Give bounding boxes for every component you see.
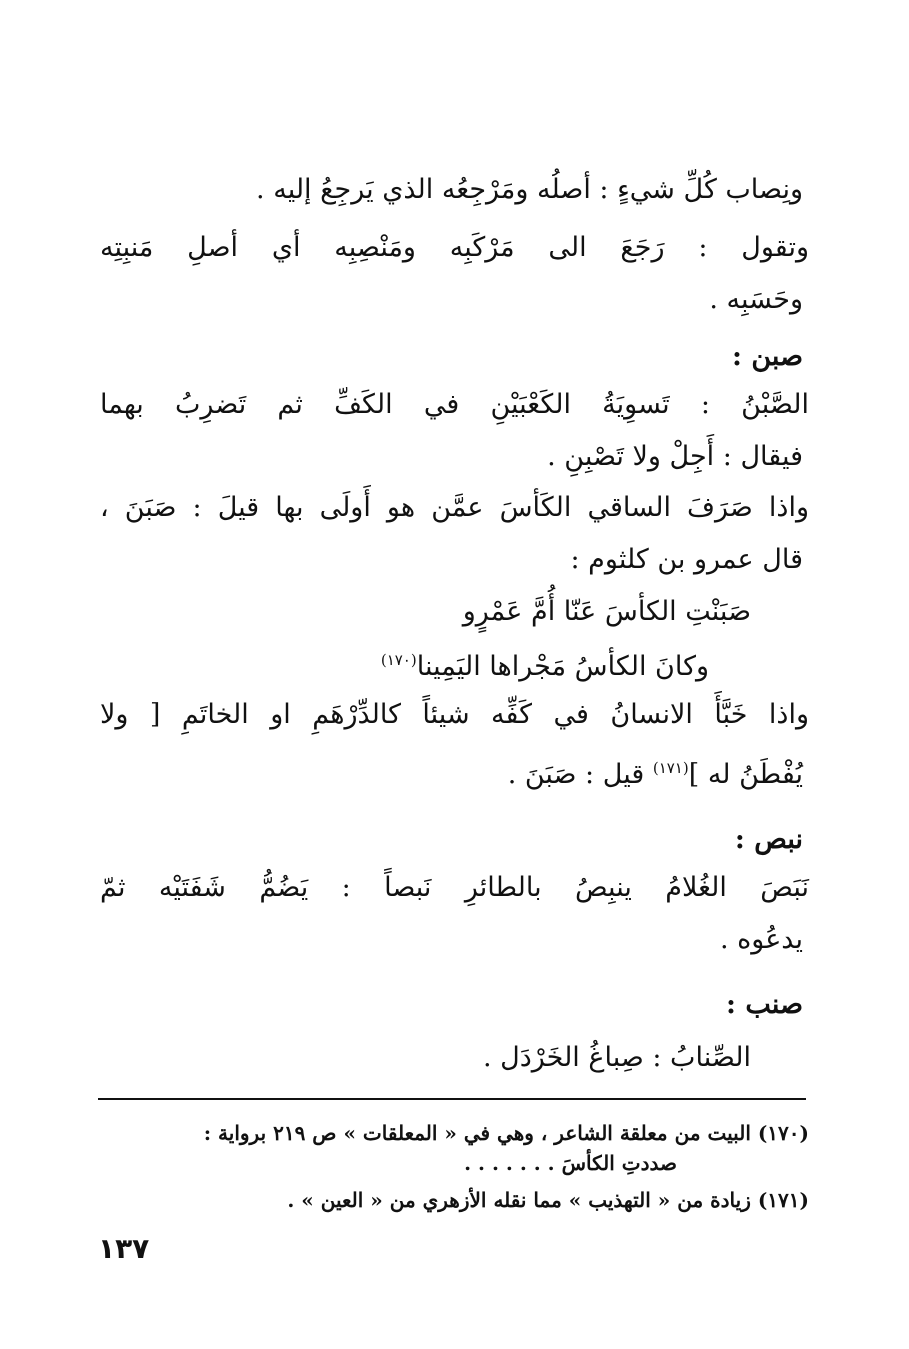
footnote-ref-170: (١٧٠) <box>380 651 417 669</box>
body-line-3: وحَسَبِه . <box>709 284 803 315</box>
body-line-2: وتقول : رَجَعَ الى مَرْكَبِه ومَنْصِبِه أي أصلِ مَنبِتِه <box>100 232 809 263</box>
body-line-9 <box>508 748 803 795</box>
body-line-1: ونِصاب كُلِّ شيءٍ : أصلُه ومَرْجِعُه الذي يَرجِعُ إليه . <box>256 174 803 205</box>
section-heading-sabn: صبن : <box>732 341 803 372</box>
footnote-ref-171: (١٧١) <box>652 759 689 777</box>
body-line-12: الصِّنابُ : صِباغُ الخَرْدَل . <box>482 1042 751 1073</box>
body-line-9-end: قيل : صَبَنَ . <box>507 759 653 790</box>
footnote-170: (١٧٠) البيت من معلقة الشاعر ، وهي في « المعلقات » ص ٢١٩ برواية : <box>203 1121 809 1145</box>
body-line-11: يدعُوه . <box>719 924 803 955</box>
verse-hemistich-2-text: وكانَ الكأسُ مَجْراها اليَمِينا <box>416 651 709 682</box>
section-heading-sanb: صنب : <box>726 989 803 1020</box>
body-line-10: نَبَصَ الغُلامُ ينبِصُ بالطائرِ نَبصاً : يَضُمُّ شَفَتَيْه ثمّ <box>100 872 809 903</box>
footnote-171: (١٧١) زيادة من « التهذيب » مما نقله الأزهري من « العين » . <box>287 1188 809 1212</box>
verse-hemistich-1: صَبَنْتِ الكأسَ عَنّا أُمَّ عَمْرٍو <box>462 596 751 627</box>
body-line-9-start: يُفْطَنُ له ] <box>688 759 803 790</box>
body-line-6: واذا صَرَفَ الساقي الكَأسَ عمَّن هو أَولَى بها قيلَ : صَبَنَ ، <box>100 492 809 523</box>
body-line-5: فيقال : أَجِلْ ولا تَصْبِنِ . <box>547 441 803 472</box>
body-line-4: الصَّبْنُ : تَسوِيَةُ الكَعْبَيْنِ في الكَفِّ ثم تَضرِبُ بهما <box>100 389 809 420</box>
footnote-divider <box>98 1098 806 1100</box>
verse-hemistich-2 <box>381 640 709 687</box>
body-line-7: قال عمرو بن كلثوم : <box>570 544 803 575</box>
section-heading-nabs: نبص : <box>734 824 803 855</box>
body-line-8: واذا خَبَّأَ الانسانُ في كَفِّه شيئاً كالدِّرْهَمِ او الخاتَمِ [ ولا <box>100 699 809 730</box>
page-number: ١٣٧ <box>98 1232 150 1265</box>
footnote-170-verse: صددتِ الكأسَ . . . . . . . <box>464 1151 677 1175</box>
